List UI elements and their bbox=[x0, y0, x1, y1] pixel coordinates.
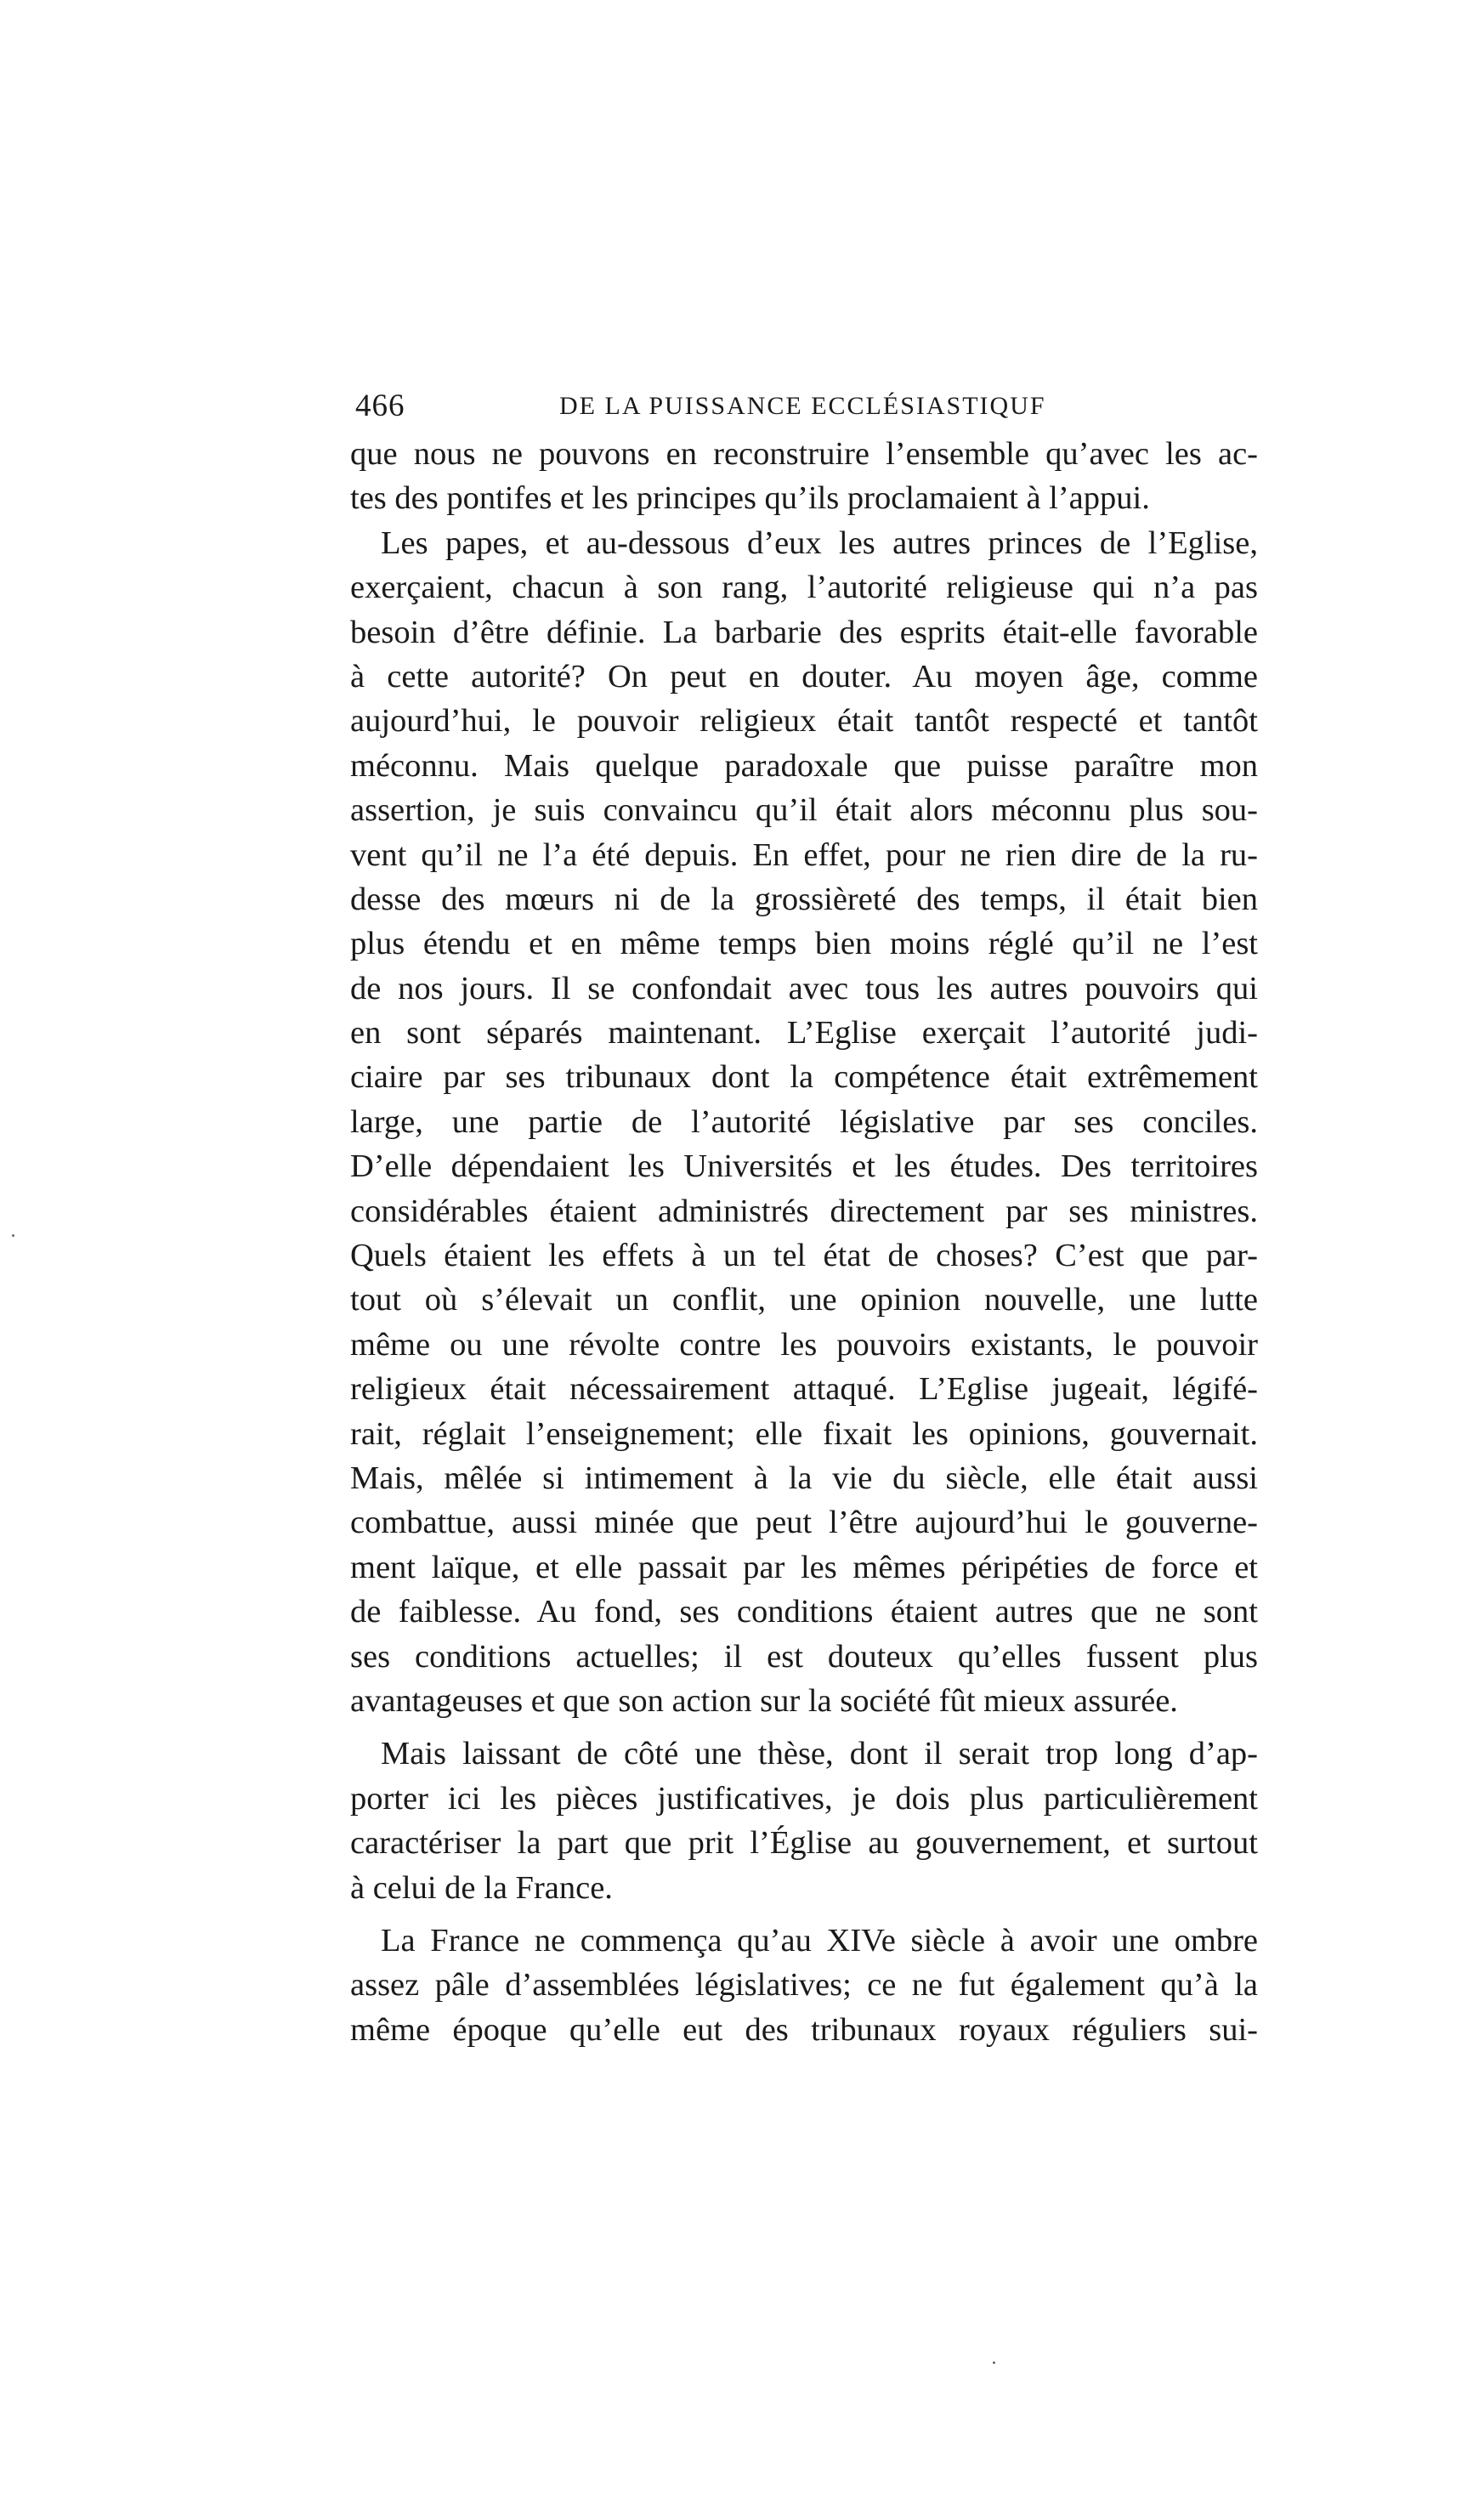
text-line: tes des pontifes et les principes qu’ils proclamaient à l’appui. bbox=[350, 480, 1150, 517]
running-title: DE LA PUISSANCE ECCLÉSIASTIQUF bbox=[559, 392, 1046, 420]
text-line: même époque qu’elle eut des tribunaux royaux réguliers sui- bbox=[350, 2011, 1258, 2048]
text-line: à cette autorité? On peut en douter. Au moyen âge, comme bbox=[350, 658, 1258, 694]
text-line: combattue, aussi minée que peut l’être aujourd’hui le gouverne- bbox=[350, 1505, 1258, 1541]
text-line: Mais, mêlée si intimement à la vie du siècle, elle était aussi bbox=[350, 1460, 1258, 1496]
text-line: assertion, je suis convaincu qu’il était alors méconnu plus sou- bbox=[350, 792, 1258, 829]
text-line: ment laïque, et elle passait par les mêmes péripéties de force et bbox=[350, 1549, 1258, 1585]
text-line: de nos jours. Il se confondait avec tous les autres pouvoirs qui bbox=[350, 970, 1258, 1006]
text-line: D’elle dépendaient les Universités et les études. Des territoires bbox=[350, 1148, 1258, 1185]
text-line: méconnu. Mais quelque paradoxale que puisse paraître mon bbox=[350, 747, 1258, 784]
text-line: besoin d’être définie. La barbarie des esprits était-elle favorable bbox=[350, 614, 1258, 650]
paragraph-start-line: Les papes, et au-dessous d’eux les autres princes de l’Eglise, bbox=[381, 524, 1258, 561]
text-line: plus étendu et en même temps bien moins réglé qu’il ne l’est bbox=[350, 926, 1258, 962]
paragraph-start-line: Mais laissant de côté une thèse, dont il serait trop long d’ap- bbox=[381, 1736, 1258, 1772]
text-line: porter ici les pièces justificatives, je dois plus particulièrement bbox=[350, 1780, 1258, 1817]
text-line: considérables étaient administrés directement par ses ministres. bbox=[350, 1193, 1258, 1229]
scan-speck bbox=[12, 1234, 14, 1237]
text-line: vent qu’il ne l’a été depuis. En effet, pour ne rien dire de la ru- bbox=[350, 836, 1258, 873]
paragraph-start-line: La France ne commença qu’au XIVe siècle à avoir une ombre bbox=[381, 1922, 1258, 1959]
text-line: que nous ne pouvons en reconstruire l’ensemble qu’avec les ac- bbox=[350, 436, 1258, 472]
text-line: avantageuses et que son action sur la société fût mieux assurée. bbox=[350, 1682, 1178, 1719]
text-line: aujourd’hui, le pouvoir religieux était tantôt respecté et tantôt bbox=[350, 703, 1258, 740]
text-line: ses conditions actuelles; il est douteux qu’elles fussent plus bbox=[350, 1638, 1258, 1675]
scan-speck bbox=[993, 2361, 995, 2364]
text-line: même ou une révolte contre les pouvoirs existants, le pouvoir bbox=[350, 1326, 1258, 1363]
text-line: ciaire par ses tribunaux dont la compétence était extrêmement bbox=[350, 1059, 1258, 1096]
text-line: en sont séparés maintenant. L’Eglise exerçait l’autorité judi- bbox=[350, 1015, 1258, 1052]
page-number: 466 bbox=[355, 388, 405, 423]
text-line: desse des mœurs ni de la grossièreté des temps, il était bien bbox=[350, 881, 1258, 917]
running-head bbox=[355, 381, 1258, 432]
text-line: Quels étaient les effets à un tel état de choses? C’est que par- bbox=[350, 1238, 1258, 1274]
text-line: caractériser la part que prit l’Église au gouvernement, et surtout bbox=[350, 1825, 1258, 1862]
text-line: tout où s’élevait un conflit, une opinion nouvelle, une lutte bbox=[350, 1282, 1258, 1318]
body-text bbox=[350, 432, 1258, 2052]
text-line: rait, réglait l’enseignement; elle fixait les opinions, gouvernait. bbox=[350, 1415, 1258, 1452]
text-line: exerçaient, chacun à son rang, l’autorité religieuse qui n’a pas bbox=[350, 570, 1258, 606]
text-line: à celui de la France. bbox=[350, 1869, 613, 1906]
text-line: religieux était nécessairement attaqué. L’Eglise jugeait, légifé- bbox=[350, 1371, 1258, 1408]
text-line: large, une partie de l’autorité législative par ses conciles. bbox=[350, 1103, 1258, 1140]
text-line: assez pâle d’assemblées législatives; ce ne fut également qu’à la bbox=[350, 1967, 1258, 2004]
text-line: de faiblesse. Au fond, ses conditions étaient autres que ne sont bbox=[350, 1594, 1258, 1630]
